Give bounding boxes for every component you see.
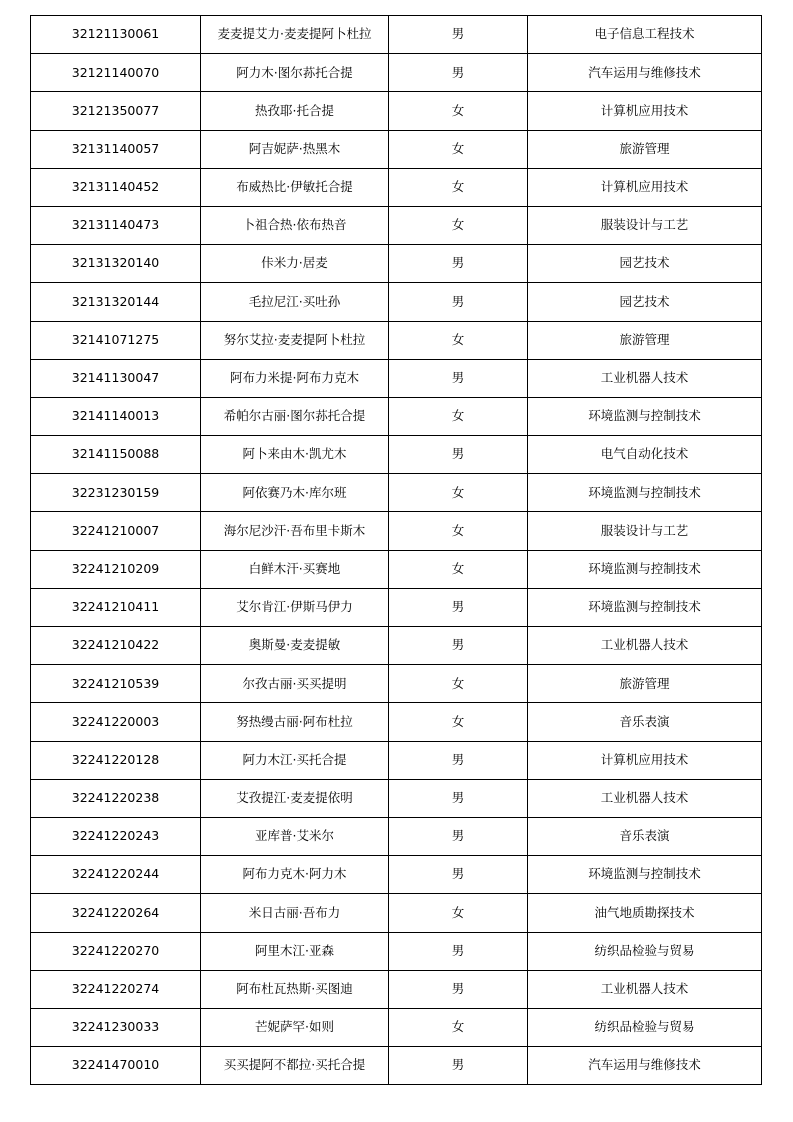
student-name-cell: 阿布力克木·阿力木 <box>201 856 389 894</box>
student-id-cell: 32241210411 <box>31 588 201 626</box>
table-row <box>31 206 762 244</box>
student-id-cell: 32241470010 <box>31 1047 201 1085</box>
student-id-cell: 32141071275 <box>31 321 201 359</box>
table-row <box>31 817 762 855</box>
gender-cell: 女 <box>389 894 528 932</box>
student-name-cell: 芒妮萨罕·如则 <box>201 1008 389 1046</box>
gender-cell: 男 <box>389 359 528 397</box>
gender-cell: 女 <box>389 550 528 588</box>
major-cell: 工业机器人技术 <box>528 970 762 1008</box>
table-row <box>31 359 762 397</box>
student-id-cell: 32241220003 <box>31 703 201 741</box>
student-name-cell: 希帕尔古丽·图尔荪托合提 <box>201 397 389 435</box>
gender-cell: 女 <box>389 130 528 168</box>
student-name-cell: 艾孜提江·麦麦提依明 <box>201 779 389 817</box>
table-row <box>31 321 762 359</box>
gender-cell: 女 <box>389 703 528 741</box>
table-row <box>31 1047 762 1085</box>
table-row <box>31 245 762 283</box>
gender-cell: 女 <box>389 206 528 244</box>
table-row <box>31 168 762 206</box>
table-row <box>31 703 762 741</box>
gender-cell: 男 <box>389 779 528 817</box>
table-row <box>31 474 762 512</box>
gender-cell: 男 <box>389 741 528 779</box>
major-cell: 纺织品检验与贸易 <box>528 1008 762 1046</box>
table-row <box>31 436 762 474</box>
major-cell: 油气地质勘探技术 <box>528 894 762 932</box>
table-row <box>31 588 762 626</box>
student-id-cell: 32131140057 <box>31 130 201 168</box>
gender-cell: 男 <box>389 436 528 474</box>
major-cell: 电气自动化技术 <box>528 436 762 474</box>
student-id-cell: 32241210007 <box>31 512 201 550</box>
major-cell: 计算机应用技术 <box>528 168 762 206</box>
gender-cell: 男 <box>389 283 528 321</box>
student-id-cell: 32121140070 <box>31 54 201 92</box>
student-name-cell: 米日古丽·吾布力 <box>201 894 389 932</box>
table-row <box>31 741 762 779</box>
student-id-cell: 32241220243 <box>31 817 201 855</box>
gender-cell: 男 <box>389 627 528 665</box>
table-row <box>31 856 762 894</box>
student-name-cell: 阿依赛乃木·库尔班 <box>201 474 389 512</box>
student-name-cell: 阿力木江·买托合提 <box>201 741 389 779</box>
major-cell: 环境监测与控制技术 <box>528 588 762 626</box>
student-name-cell: 买买提阿不都拉·买托合提 <box>201 1047 389 1085</box>
student-id-cell: 32241220264 <box>31 894 201 932</box>
gender-cell: 女 <box>389 1008 528 1046</box>
student-name-cell: 佧米力·居麦 <box>201 245 389 283</box>
table-row <box>31 54 762 92</box>
table-row <box>31 130 762 168</box>
gender-cell: 女 <box>389 512 528 550</box>
student-name-cell: 阿布力米提·阿布力克木 <box>201 359 389 397</box>
gender-cell: 女 <box>389 92 528 130</box>
student-id-cell: 32131140452 <box>31 168 201 206</box>
student-name-cell: 卜祖合热·依布热音 <box>201 206 389 244</box>
major-cell: 音乐表演 <box>528 817 762 855</box>
student-name-cell: 努尔艾拉·麦麦提阿卜杜拉 <box>201 321 389 359</box>
student-name-cell: 白鲜木汗·买赛地 <box>201 550 389 588</box>
student-id-cell: 32241220244 <box>31 856 201 894</box>
table-row <box>31 283 762 321</box>
gender-cell: 女 <box>389 397 528 435</box>
major-cell: 环境监测与控制技术 <box>528 856 762 894</box>
student-name-cell: 努热缦古丽·阿布杜拉 <box>201 703 389 741</box>
student-name-cell: 阿吉妮萨·热黑木 <box>201 130 389 168</box>
major-cell: 计算机应用技术 <box>528 741 762 779</box>
gender-cell: 女 <box>389 474 528 512</box>
table-row <box>31 970 762 1008</box>
major-cell: 环境监测与控制技术 <box>528 474 762 512</box>
student-name-cell: 亚库普·艾米尔 <box>201 817 389 855</box>
student-name-cell: 阿力木·图尔荪托合提 <box>201 54 389 92</box>
student-name-cell: 艾尔肯江·伊斯马伊力 <box>201 588 389 626</box>
student-id-cell: 32241210422 <box>31 627 201 665</box>
table-row <box>31 1008 762 1046</box>
table-row <box>31 932 762 970</box>
student-id-cell: 32241230033 <box>31 1008 201 1046</box>
table-row <box>31 92 762 130</box>
table-row <box>31 512 762 550</box>
student-id-cell: 32231230159 <box>31 474 201 512</box>
major-cell: 音乐表演 <box>528 703 762 741</box>
gender-cell: 男 <box>389 932 528 970</box>
student-name-cell: 尔孜古丽·买买提明 <box>201 665 389 703</box>
student-id-cell: 32241210209 <box>31 550 201 588</box>
student-id-cell: 32141150088 <box>31 436 201 474</box>
major-cell: 旅游管理 <box>528 321 762 359</box>
gender-cell: 男 <box>389 245 528 283</box>
gender-cell: 男 <box>389 1047 528 1085</box>
student-id-cell: 32241220274 <box>31 970 201 1008</box>
major-cell: 园艺技术 <box>528 245 762 283</box>
major-cell: 电子信息工程技术 <box>528 16 762 54</box>
table-row <box>31 550 762 588</box>
student-name-cell: 奥斯曼·麦麦提敏 <box>201 627 389 665</box>
student-name-cell: 毛拉尼江·买吐孙 <box>201 283 389 321</box>
student-name-cell: 布威热比·伊敏托合提 <box>201 168 389 206</box>
student-id-cell: 32241210539 <box>31 665 201 703</box>
major-cell: 汽车运用与维修技术 <box>528 1047 762 1085</box>
major-cell: 纺织品检验与贸易 <box>528 932 762 970</box>
student-name-cell: 阿卜来由木·凯尤木 <box>201 436 389 474</box>
gender-cell: 女 <box>389 321 528 359</box>
student-id-cell: 32131140473 <box>31 206 201 244</box>
major-cell: 服装设计与工艺 <box>528 512 762 550</box>
student-id-cell: 32241220128 <box>31 741 201 779</box>
student-id-cell: 32241220270 <box>31 932 201 970</box>
table-row <box>31 665 762 703</box>
student-id-cell: 32131320140 <box>31 245 201 283</box>
student-id-cell: 32121130061 <box>31 16 201 54</box>
major-cell: 服装设计与工艺 <box>528 206 762 244</box>
student-id-cell: 32121350077 <box>31 92 201 130</box>
major-cell: 环境监测与控制技术 <box>528 397 762 435</box>
major-cell: 旅游管理 <box>528 130 762 168</box>
major-cell: 工业机器人技术 <box>528 359 762 397</box>
major-cell: 环境监测与控制技术 <box>528 550 762 588</box>
student-roster-table <box>30 15 762 1085</box>
table-row <box>31 16 762 54</box>
table-row <box>31 397 762 435</box>
student-id-cell: 32241220238 <box>31 779 201 817</box>
major-cell: 园艺技术 <box>528 283 762 321</box>
major-cell: 工业机器人技术 <box>528 627 762 665</box>
major-cell: 旅游管理 <box>528 665 762 703</box>
student-id-cell: 32131320144 <box>31 283 201 321</box>
gender-cell: 男 <box>389 817 528 855</box>
table-row <box>31 894 762 932</box>
student-id-cell: 32141140013 <box>31 397 201 435</box>
gender-cell: 男 <box>389 54 528 92</box>
student-name-cell: 海尔尼沙汗·吾布里卡斯木 <box>201 512 389 550</box>
student-name-cell: 麦麦提艾力·麦麦提阿卜杜拉 <box>201 16 389 54</box>
gender-cell: 男 <box>389 16 528 54</box>
major-cell: 汽车运用与维修技术 <box>528 54 762 92</box>
major-cell: 工业机器人技术 <box>528 779 762 817</box>
table-row <box>31 627 762 665</box>
gender-cell: 男 <box>389 856 528 894</box>
gender-cell: 男 <box>389 970 528 1008</box>
gender-cell: 女 <box>389 665 528 703</box>
student-name-cell: 阿布杜瓦热斯·买图迪 <box>201 970 389 1008</box>
major-cell: 计算机应用技术 <box>528 92 762 130</box>
student-name-cell: 阿里木江·亚森 <box>201 932 389 970</box>
gender-cell: 女 <box>389 168 528 206</box>
gender-cell: 男 <box>389 588 528 626</box>
student-id-cell: 32141130047 <box>31 359 201 397</box>
table-row <box>31 779 762 817</box>
student-name-cell: 热孜耶·托合提 <box>201 92 389 130</box>
roster-body <box>31 16 762 1085</box>
